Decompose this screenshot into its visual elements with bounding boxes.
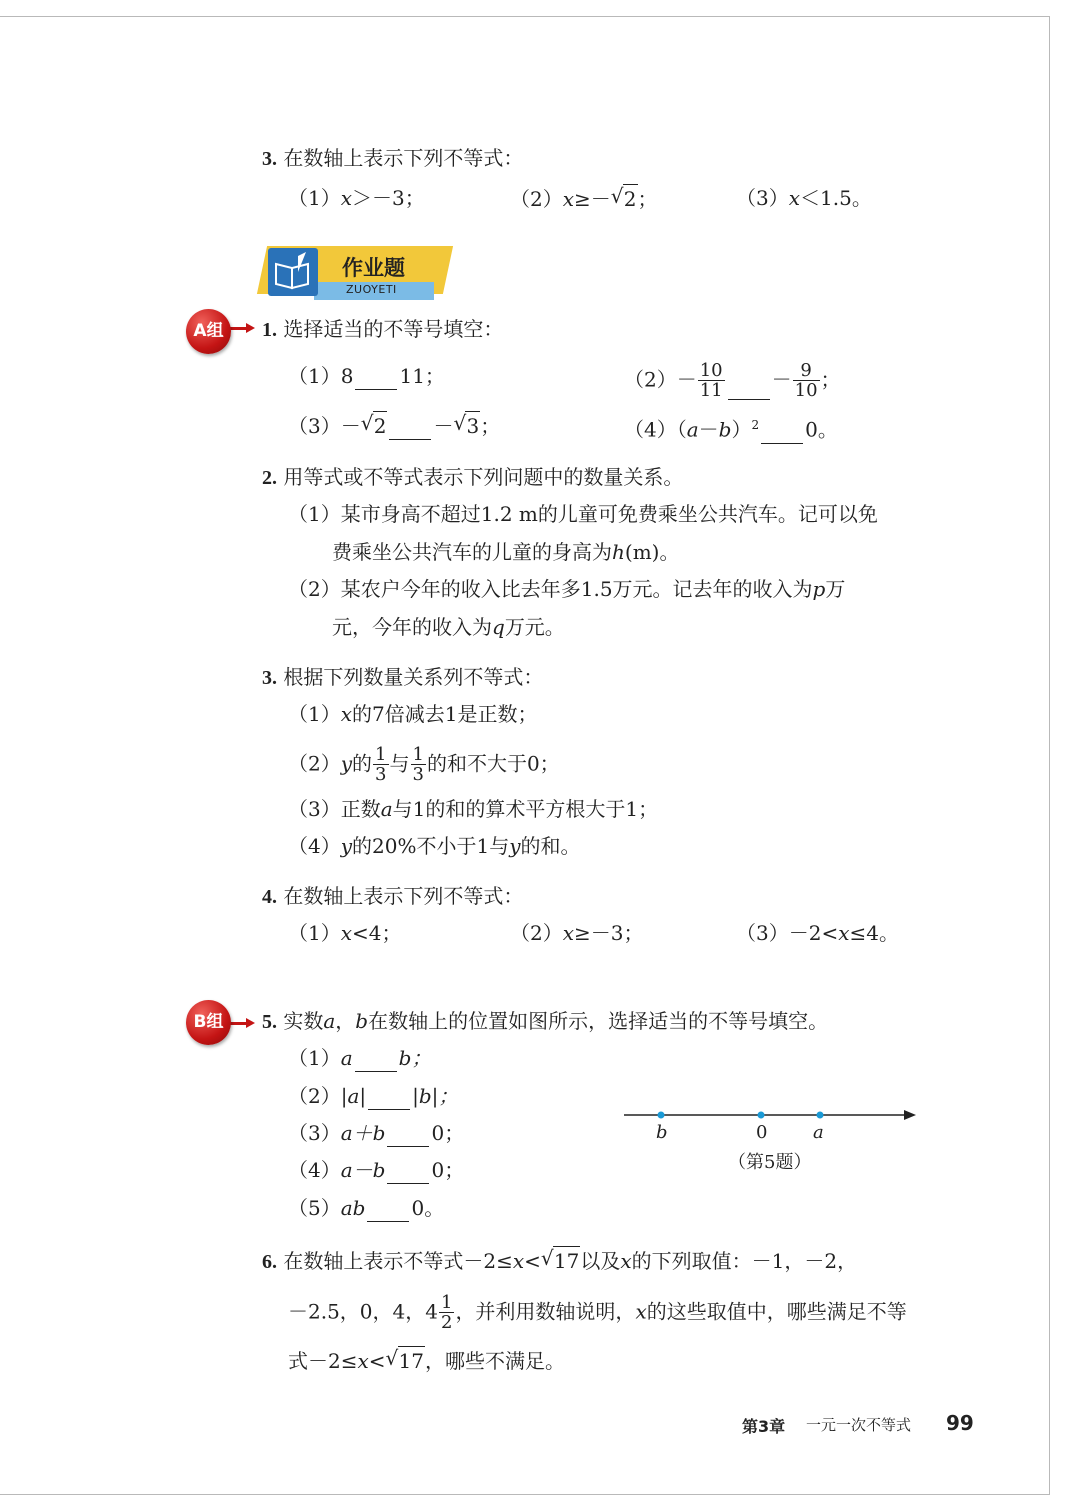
point-0 bbox=[758, 1112, 765, 1119]
exercise-3-part-3: （3）x＜1.5。 bbox=[736, 186, 872, 210]
q4-part-1: （1）x<4； bbox=[288, 921, 402, 945]
homework-header bbox=[262, 246, 448, 302]
q5-part-1: （1）a b； bbox=[288, 1046, 432, 1070]
q6-line-2: －2.5，0，4，4 $\frac{1}{2}$ ，并利用数轴说明，x的这些取值中，哪些满足不等 bbox=[288, 1292, 907, 1333]
q4-part-3: （3）－2<x≤4。 bbox=[736, 921, 899, 945]
sqrt-2: √ 2 bbox=[610, 184, 637, 211]
label-0: 0 bbox=[756, 1122, 768, 1143]
page-border-top bbox=[0, 16, 1050, 17]
q3-part-2: （2）y的 $\frac{1}{3}$ 与 $\frac{1}{3}$ 的和不大于0； bbox=[288, 744, 560, 785]
q1-part-3: （3）－ √ 2 － √ 3； bbox=[288, 411, 501, 438]
q2-part-2-line-2: 元，今年的收入为q万元。 bbox=[332, 615, 565, 639]
label-a: a bbox=[813, 1122, 824, 1143]
blank bbox=[367, 1201, 409, 1222]
blank bbox=[368, 1089, 410, 1110]
q4-part-2: （2）x≥－3； bbox=[510, 921, 644, 945]
blank bbox=[355, 1051, 397, 1072]
point-b bbox=[658, 1112, 665, 1119]
q2-prompt: 2. 用等式或不等式表示下列问题中的数量关系。 bbox=[262, 465, 684, 489]
exercise-3-prompt: 3. 在数轴上表示下列不等式： bbox=[262, 146, 524, 170]
group-a-badge: A组 bbox=[186, 309, 231, 354]
number-line-figure bbox=[620, 1100, 920, 1150]
fraction: $\frac{10}{11}$ bbox=[699, 360, 723, 401]
blank bbox=[728, 379, 770, 400]
q1-part-4: $(4)(a-b)^2$ 0。 bbox=[624, 417, 838, 442]
blank bbox=[355, 369, 397, 390]
blank bbox=[387, 1126, 429, 1147]
fraction: $\frac{1}{2}$ bbox=[440, 1292, 453, 1333]
q5-part-3: （3）a＋b 0； bbox=[288, 1121, 465, 1145]
exercise-3-part-1: （1）x＞－3； bbox=[288, 186, 425, 210]
exercise-3-part-2: （2）x≥－ √ 2； bbox=[510, 184, 658, 211]
q5-part-4: （4）a－b 0； bbox=[288, 1158, 465, 1182]
footer-chapter: 第3章 bbox=[742, 1417, 786, 1436]
q1-prompt: 1. 选择适当的不等号填空： bbox=[262, 317, 504, 341]
page-number: 99 bbox=[946, 1411, 974, 1435]
blank bbox=[389, 419, 431, 440]
axis-arrow bbox=[904, 1110, 916, 1120]
q6-line-3: 式－2≤x< √ 17，哪些不满足。 bbox=[288, 1346, 565, 1373]
point-a bbox=[817, 1112, 824, 1119]
book-pencil-icon bbox=[268, 248, 318, 296]
q3-prompt: 3. 根据下列数量关系列不等式： bbox=[262, 665, 544, 689]
q1-part-1: （1）8 11； bbox=[288, 364, 445, 388]
q2-part-1-line-1: （1）某市身高不超过1.2 m的儿童可免费乘坐公共汽车。记可以免 bbox=[288, 502, 878, 526]
figure-caption: （第5题） bbox=[728, 1152, 812, 1173]
q5-prompt: 5. 实数a，b在数轴上的位置如图所示，选择适当的不等号填空。 bbox=[262, 1009, 829, 1033]
q2-part-1-line-2: 费乘坐公共汽车的儿童的身高为h(m)。 bbox=[332, 540, 680, 564]
footer-chapter-title: 一元一次不等式 bbox=[806, 1416, 912, 1434]
fraction: $\frac{1}{3}$ bbox=[412, 744, 424, 785]
q5-part-2: （2）|a| |b|； bbox=[288, 1084, 459, 1108]
homework-title: 作业题 bbox=[342, 256, 405, 280]
page-border-bottom bbox=[0, 1494, 1050, 1495]
blank bbox=[387, 1163, 429, 1184]
group-b-badge: B组 bbox=[186, 1000, 231, 1045]
q5-part-5: （5）ab 0。 bbox=[288, 1196, 445, 1220]
q6-line-1: 6. 在数轴上表示不等式－2≤x< √ 17以及x的下列取值：－1，－2， bbox=[262, 1246, 858, 1273]
q3-part-4: （4）y的20%不小于1与y的和。 bbox=[288, 834, 581, 858]
blank bbox=[761, 423, 803, 444]
q3-part-3: （3）正数a与1的和的算术平方根大于1； bbox=[288, 797, 659, 821]
fraction: $\frac{9}{10}$ bbox=[794, 360, 818, 401]
q3-part-1: （1）x的7倍减去1是正数； bbox=[288, 702, 538, 726]
q1-part-2: （2）－ $\frac{10}{11}$ － $\frac{9}{10}$ ； bbox=[624, 360, 841, 401]
q4-prompt: 4. 在数轴上表示下列不等式： bbox=[262, 884, 524, 908]
page-border-right bbox=[1049, 16, 1050, 1494]
fraction: $\frac{1}{3}$ bbox=[375, 744, 387, 785]
homework-subtitle: ZUOYETI bbox=[346, 283, 397, 296]
q2-part-2-line-1: （2）某农户今年的收入比去年多1.5万元。记去年的收入为p万 bbox=[288, 577, 846, 601]
label-b: b bbox=[656, 1122, 668, 1143]
